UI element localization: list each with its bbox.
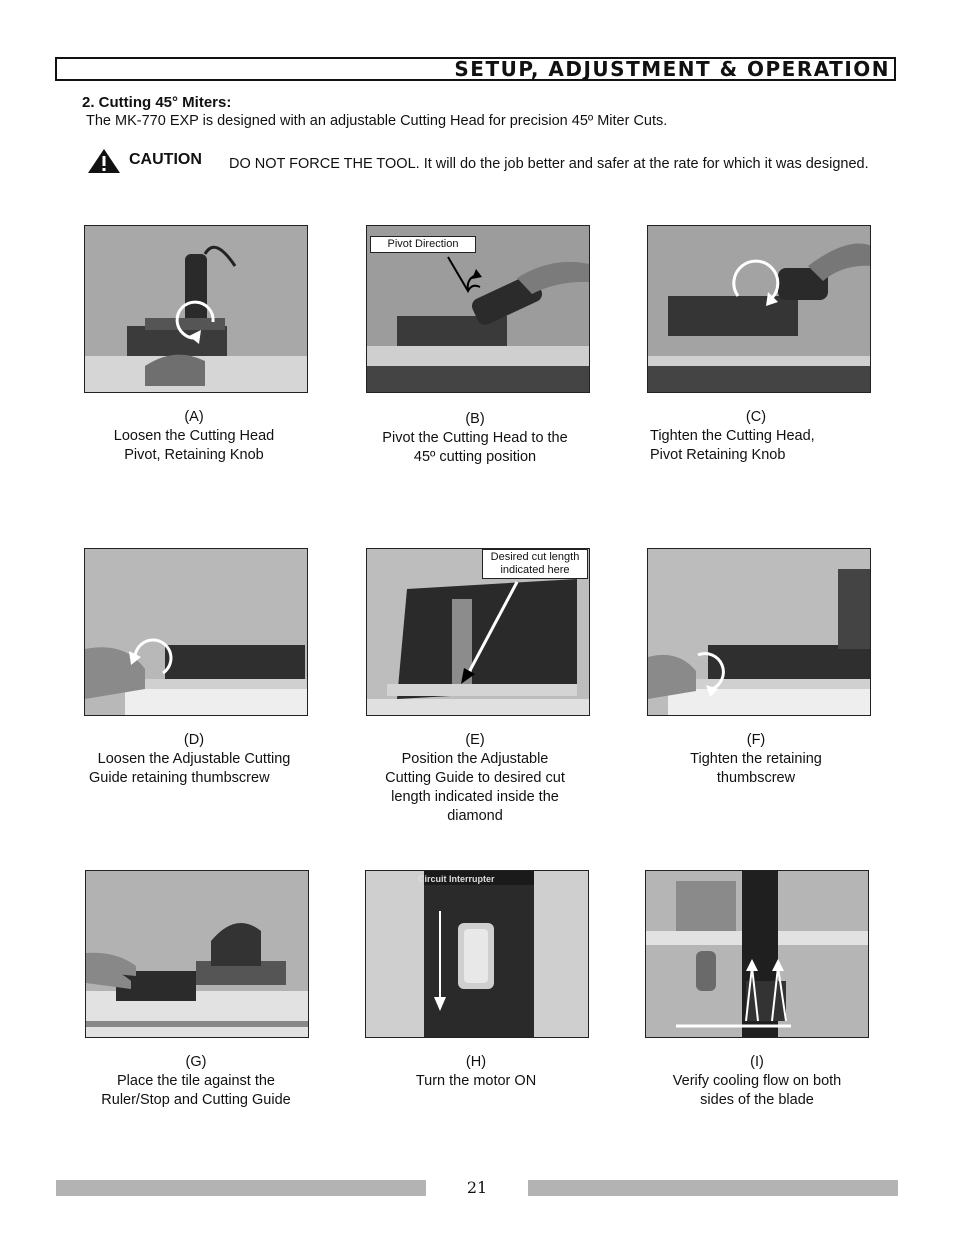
caution-label: CAUTION [129, 151, 202, 168]
callout-pivot-direction: Pivot Direction [370, 236, 476, 253]
caption-c: (C) Tighten the Cutting Head, Pivot Retaining Knob [650, 409, 815, 463]
photo-a [84, 225, 308, 393]
caption-f: (F) Tighten the retaining thumbscrew [690, 732, 822, 786]
caption-i: (I) Verify cooling flow on both sides of the blade [672, 1054, 842, 1108]
caption-b: (B) Pivot the Cutting Head to the 45º cutting position [382, 411, 568, 465]
callout-desired-cut: Desired cut length indicated here [482, 549, 588, 579]
page-title: SETUP, ADJUSTMENT & OPERATION [454, 57, 890, 81]
pivot-arrow-icon [440, 253, 490, 313]
photo-d [84, 548, 308, 716]
section-header [55, 57, 896, 81]
photo-i [645, 870, 869, 1038]
caption-e: (E) Position the Adjustable Cutting Guide to desired cut length indicated inside the diamond [385, 732, 565, 824]
footer-bar-left [56, 1180, 426, 1196]
footer-bar-right [528, 1180, 898, 1196]
caption-d: (D) Loosen the Adjustable Cutting Guide retaining thumbscrew [89, 732, 291, 786]
photo-h [365, 870, 589, 1038]
photo-c [647, 225, 871, 393]
caption-h: (H) Turn the motor ON [415, 1054, 537, 1089]
circuit-interrupter-label: Circuit Interrupter [418, 874, 495, 884]
cut-length-arrow-icon [455, 580, 525, 690]
caption-a: (A) Loosen the Cutting Head Pivot, Retaining Knob [113, 409, 275, 463]
warning-triangle-icon [87, 148, 121, 174]
caution-text: DO NOT FORCE THE TOOL. It will do the job better and safer at the rate for which it was designed. [229, 156, 869, 172]
photo-g [85, 870, 309, 1038]
page-number: 21 [466, 1178, 488, 1197]
section-intro: The MK-770 EXP is designed with an adjustable Cutting Head for precision 45º Miter Cuts. [86, 113, 668, 129]
section-title: 2. Cutting 45° Miters: [82, 94, 232, 111]
caption-g: (G) Place the tile against the Ruler/Stop and Cutting Guide [101, 1054, 291, 1108]
photo-f [647, 548, 871, 716]
